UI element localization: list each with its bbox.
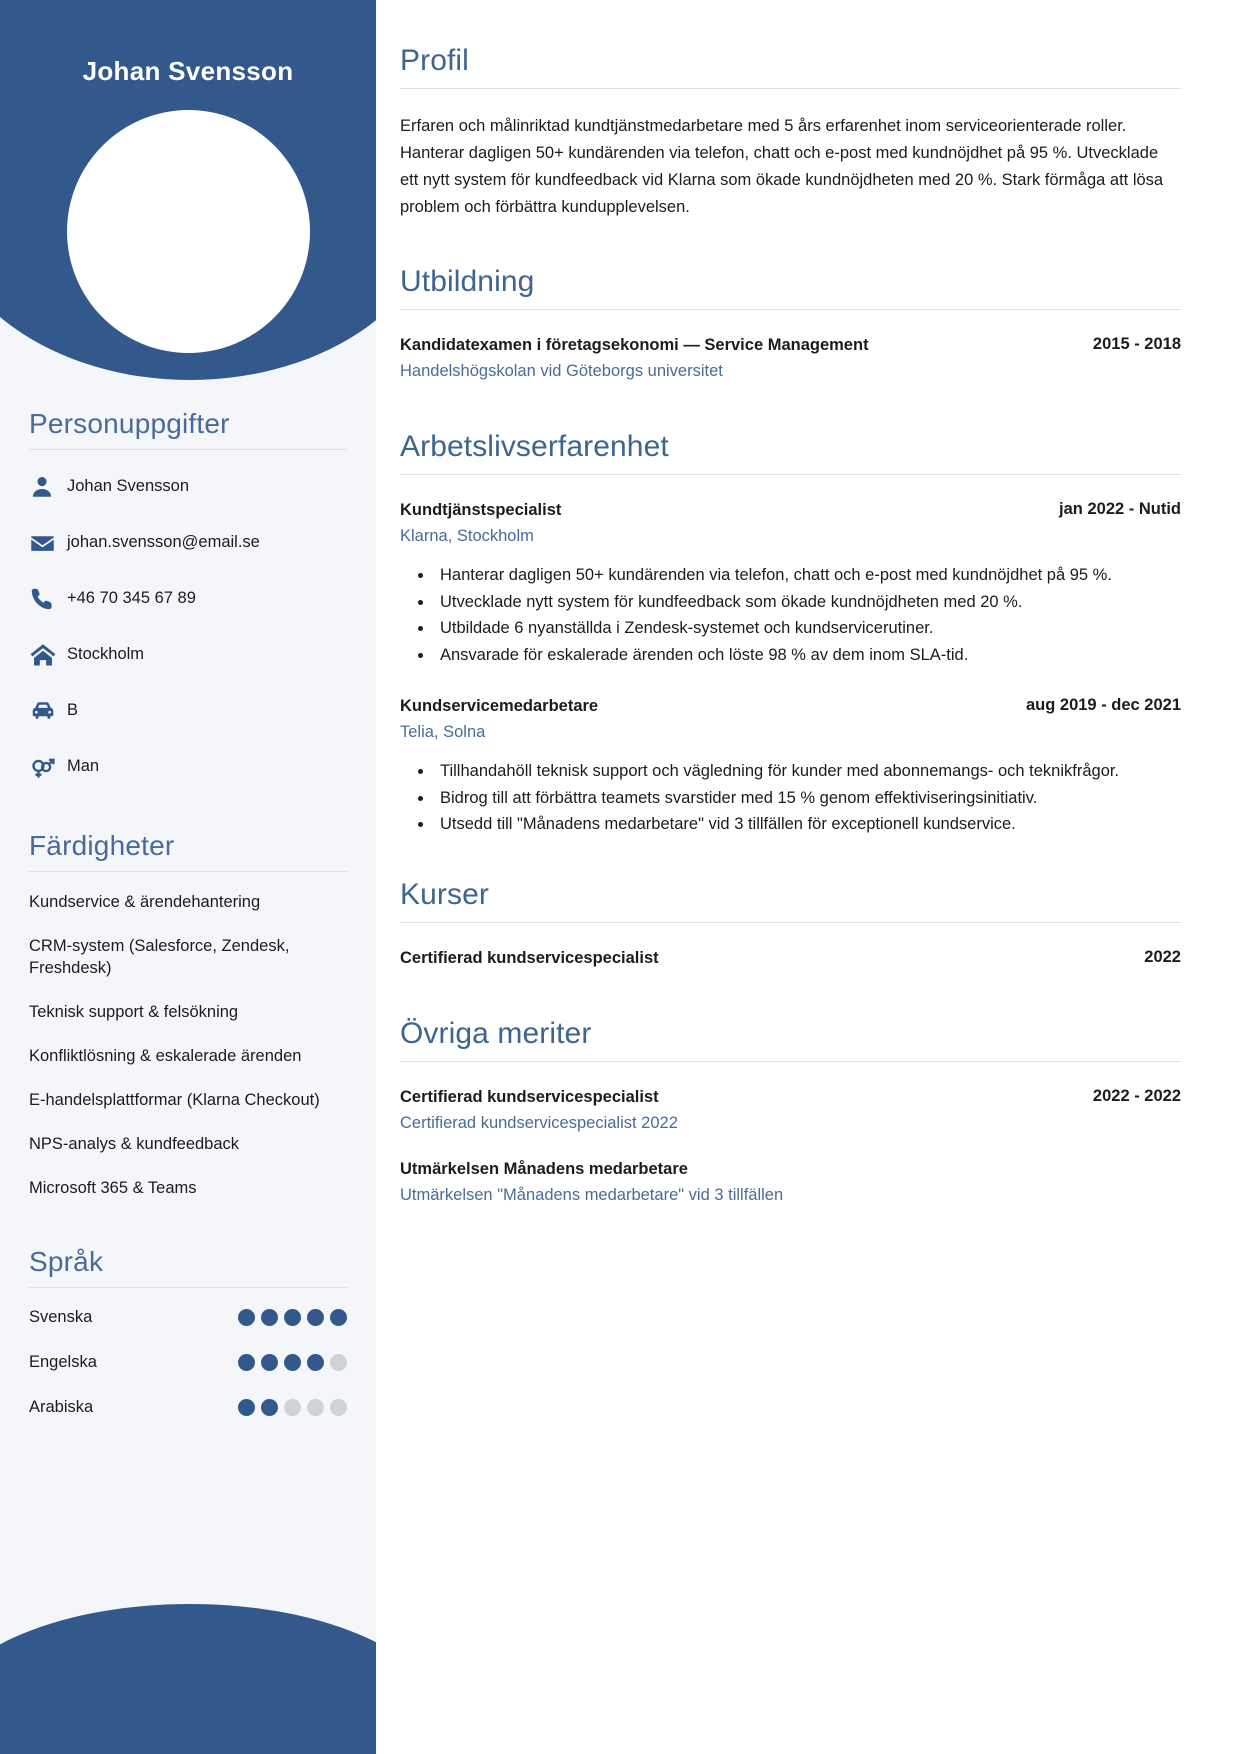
skill-item: Teknisk support & felsökning [29,1002,239,1021]
bullet-item: • Hanterar dagligen 50+ kundärenden via telefon, chatt och e-post med kundnöjdhet på 95 %. [434,563,1181,589]
entry-title: Certifierad kundservicespecialist [400,1087,659,1106]
entry-head [400,334,1181,357]
rating-dot-empty [307,1399,324,1416]
rating-dot-empty [284,1399,301,1416]
contact-value: B [67,701,79,720]
envelope-icon [29,530,67,557]
divider [29,871,347,872]
entry-title: Kandidatexamen i företagsekonomi — Service Management [400,335,869,354]
entry-title: Kundservicemedarbetare [400,696,599,715]
contact-value: Stockholm [67,645,145,664]
entry-title: Kundtjänstspecialist [400,500,562,519]
entry-head [400,947,1181,970]
rating-dot-empty [330,1354,347,1371]
entry-subtitle: Utmärkelsen "Månadens medarbetare" vid 3 tillfällen [400,1186,784,1205]
entry-title: Utmärkelsen Månadens medarbetare [400,1159,688,1178]
skill-item: Konfliktlösning & eskalerade ärenden [29,1046,302,1065]
entry-title: Certifierad kundservicespecialist [400,949,659,968]
phone-icon [29,586,67,612]
bullet-item: • Bidrog till att förbättra teamets svarstider med 15 % genom effektiviseringsinitiativ. [434,786,1181,812]
contact-row-email [29,526,347,560]
skill-item: NPS-analys & kundfeedback [29,1134,240,1153]
skill-item: E-handelsplattformar (Klarna Checkout) [29,1090,320,1109]
contact-row-license [29,694,347,728]
avatar [67,110,310,353]
rating-dot-filled [238,1354,255,1371]
skill-item: Microsoft 365 & Teams [29,1178,197,1197]
skill-item: CRM-system (Salesforce, Zendesk, Freshdesk) [29,936,290,977]
rating-dot-filled [284,1354,301,1371]
rating-dot-filled [238,1399,255,1416]
experience-entry [400,499,1181,669]
bullet-item: • Tillhandahöll teknisk support och vägledning för kunder med abonnemangs- och teknikfrågor. [434,759,1181,785]
home-icon [29,641,67,669]
education-entry [400,334,1181,384]
entry-date: 2022 - 2022 [1092,1086,1181,1105]
language-row [29,1398,347,1417]
languages-heading: Språk [29,1245,104,1277]
entry-head [400,695,1181,718]
rating-dot-filled [284,1309,301,1326]
bullet-item: • Ansvarade för eskalerade ärenden och löste 98 % av dem inom SLA-tid. [434,643,1181,669]
languages-list [29,1308,347,1417]
language-name: Svenska [29,1307,93,1326]
rating-dot-filled [261,1354,278,1371]
bullet-item: • Utbildade 6 nyanställda i Zendesk-systemet och kundservicerutiner. [434,616,1181,642]
sidebar-bottom-decoration [0,1604,376,1754]
entry-head [400,499,1181,522]
main-content [376,0,1241,1754]
car-icon [29,697,67,725]
contact-list [29,470,347,784]
experience-bullets [434,759,1181,838]
bullet-item: • Utsedd till "Månadens medarbetare" vid 3 tillfällen för exceptionell kundservice. [434,812,1181,838]
language-name: Arabiska [29,1397,94,1416]
divider [400,1061,1181,1062]
skills-heading: Färdigheter [29,830,175,861]
other-merits-heading: Övriga meriter [400,1016,592,1050]
rating-dot-filled [307,1309,324,1326]
sidebar-body [0,408,376,1417]
entry-date: aug 2019 - dec 2021 [1025,695,1181,714]
language-rating [238,1309,347,1326]
personal-details-heading: Personuppgifter [29,408,230,439]
education-heading: Utbildning [400,264,535,298]
contact-value: Johan Svensson [67,477,190,496]
entry-date: 2015 - 2018 [1092,334,1181,353]
bullet-item: • Utvecklade nytt system för kundfeedback som ökade kundnöjdheten med 20 %. [434,590,1181,616]
skill-item: Kundservice & ärendehantering [29,893,261,911]
experience-bullets [434,563,1181,669]
language-rating [238,1354,347,1371]
language-row [29,1308,347,1327]
other-merit-entry [400,1086,1181,1136]
contact-row-gender [29,750,347,784]
gender-icon [29,754,67,781]
course-entry [400,947,1181,970]
divider [400,474,1181,475]
experience-entry [400,695,1181,838]
contact-value: Man [67,757,100,776]
entry-subtitle: Handelshögskolan vid Göteborgs universitet [400,361,723,380]
rating-dot-filled [261,1399,278,1416]
candidate-name: Johan Svensson [82,56,294,86]
courses-heading: Kurser [400,878,489,912]
contact-row-name [29,470,347,504]
divider [400,88,1181,89]
language-rating [238,1399,347,1416]
language-row [29,1353,347,1372]
rating-dot-filled [307,1354,324,1371]
divider [29,449,347,450]
sidebar [0,0,376,1754]
contact-value: +46 70 345 67 89 [67,589,196,608]
entry-subtitle: Telia, Solna [400,723,486,742]
person-icon [29,474,67,500]
entry-subtitle: Klarna, Stockholm [400,527,534,546]
entry-date: jan 2022 - Nutid [1059,499,1181,518]
contact-row-city [29,638,347,672]
divider [400,309,1181,310]
entry-head [400,1086,1181,1109]
rating-dot-filled [261,1309,278,1326]
divider [29,1287,347,1288]
entry-subtitle: Certifierad kundservicespecialist 2022 [400,1114,678,1133]
rating-dot-filled [330,1309,347,1326]
experience-heading: Arbetslivserfarenhet [400,429,669,463]
rating-dot-filled [238,1309,255,1326]
language-name: Engelska [29,1352,97,1371]
profile-heading: Profil [400,44,469,77]
skills-list [29,892,347,1200]
contact-row-phone [29,582,347,616]
profile-text: Erfaren och målinriktad kundtjänstmedarbetare med 5 års erfarenhet inom serviceorienterade roller. Hanterar dagligen 50+ kundärenden via telefon, chatt och e-post med kundnöjdhet på 95 %. Utvecklade ett nytt system för kundfeedback vid Klarna som ökade kundnöjdheten med 20 %. Stark förmåga att lösa problem och förbättra kundupplevelsen. [400,117,1164,216]
rating-dot-empty [330,1399,347,1416]
entry-head [400,1158,1181,1181]
other-merit-entry [400,1158,1181,1208]
contact-value: johan.svensson@email.se [67,533,260,552]
entry-date: 2022 [1144,948,1181,967]
divider [400,922,1181,923]
